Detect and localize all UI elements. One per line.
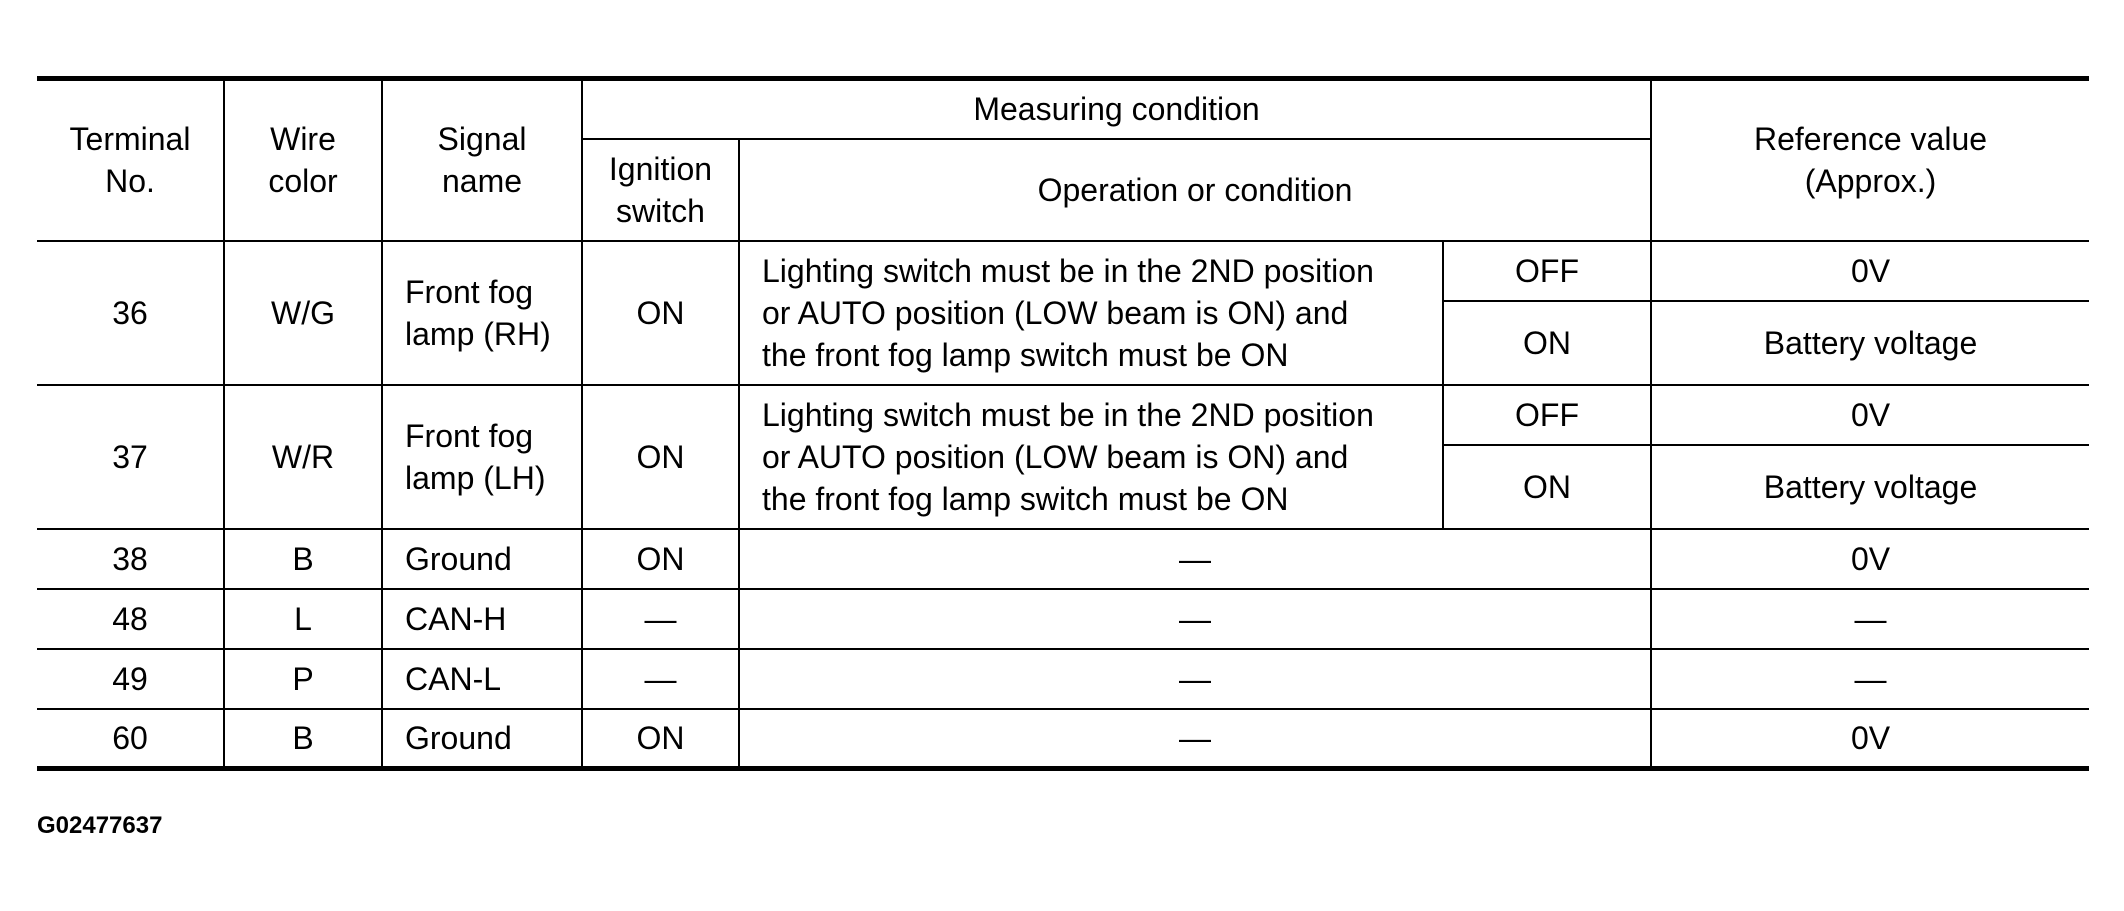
ignition-cell: — [582,649,739,709]
header-operation-or-condition [739,139,1651,241]
header-wire-color-text: Wire color [268,121,338,200]
terminal-cell: 49 [37,649,224,709]
wire-color-cell: L [224,589,382,649]
signal-name-cell: CAN-H [382,589,582,649]
ignition-cell: — [582,589,739,649]
terminal-cell: 37 [37,385,224,529]
reference-value-cell: 0V [1651,241,2089,301]
terminal-cell: 38 [37,529,224,589]
header-ignition-switch [582,139,739,241]
operation-cell: — [739,589,1651,649]
header-signal-name [382,79,582,241]
figure-code: G02477637 [37,812,163,839]
header-measuring-condition [582,79,1651,139]
header-terminal-no-text: Terminal No. [69,121,191,200]
operation-cell [739,385,1443,529]
signal-name-cell: CAN-L [382,649,582,709]
ignition-cell: ON [582,709,739,769]
state-cell: ON [1443,301,1651,385]
terminal-reference-table [37,76,2089,771]
wire-color-cell: W/R [224,385,382,529]
table-row [37,589,2089,649]
signal-name-text: Front fog lamp (RH) [405,273,551,352]
terminal-cell: 48 [37,589,224,649]
reference-value-cell: Battery voltage [1651,301,2089,385]
state-cell: OFF [1443,385,1651,445]
table-row [37,529,2089,589]
header-signal-name-text: Signal name [437,121,527,200]
wire-color-cell: P [224,649,382,709]
header-reference-value-text: Reference value (Approx.) [1754,121,1988,200]
state-cell: OFF [1443,241,1651,301]
signal-name-cell [382,385,582,529]
operation-cell [739,241,1443,385]
table-row [37,241,2089,301]
table-row [37,385,2089,445]
table-row [37,709,2089,769]
signal-name-cell: Ground [382,529,582,589]
wire-color-cell: B [224,529,382,589]
reference-value-cell: — [1651,589,2089,649]
header-operation-or-condition-text: Operation or condition [1037,171,1353,208]
state-cell: ON [1443,445,1651,529]
operation-text: Lighting switch must be in the 2ND position or AUTO position (LOW beam is ON) and the front fog lamp switch must be ON [762,252,1374,373]
signal-name-cell [382,241,582,385]
operation-cell: — [739,709,1651,769]
ignition-cell: ON [582,241,739,385]
terminal-reference-table-wrapper [37,76,2089,771]
wire-color-cell: B [224,709,382,769]
wire-color-cell: W/G [224,241,382,385]
reference-value-cell: — [1651,649,2089,709]
header-measuring-condition-text: Measuring condition [973,91,1260,128]
reference-value-cell: Battery voltage [1651,445,2089,529]
operation-cell: — [739,529,1651,589]
header-terminal-no [37,79,224,241]
ignition-cell: ON [582,385,739,529]
header-wire-color [224,79,382,241]
signal-name-cell: Ground [382,709,582,769]
terminal-cell: 36 [37,241,224,385]
reference-value-cell: 0V [1651,709,2089,769]
operation-cell: — [739,649,1651,709]
reference-value-cell: 0V [1651,529,2089,589]
header-reference-value [1651,79,2089,241]
header-ignition-switch-text: Ignition switch [608,150,713,229]
operation-text: Lighting switch must be in the 2ND position or AUTO position (LOW beam is ON) and the front fog lamp switch must be ON [762,396,1374,517]
table-row [37,649,2089,709]
signal-name-text: Front fog lamp (LH) [405,417,546,496]
ignition-cell: ON [582,529,739,589]
reference-value-cell: 0V [1651,385,2089,445]
terminal-cell: 60 [37,709,224,769]
